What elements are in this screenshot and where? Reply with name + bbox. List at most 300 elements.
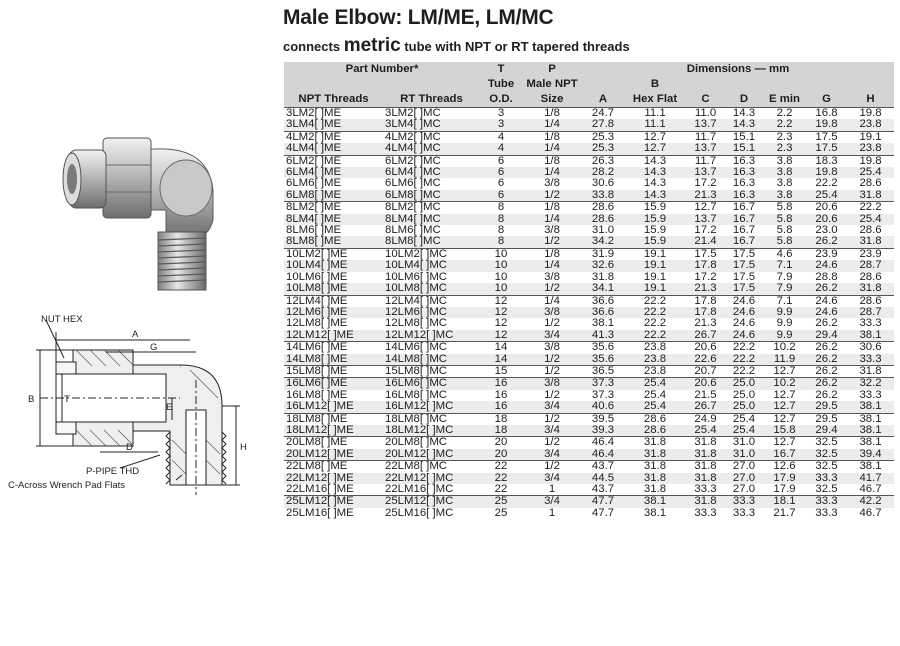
cell-dim-c: 21.4 [686, 236, 725, 248]
cell-npt-part: 12LM8[ ]ME [286, 318, 348, 330]
cell-npt-size: 1/2 [522, 190, 582, 202]
table-row [284, 496, 894, 508]
cell-dim-a: 43.7 [582, 461, 624, 473]
cell-rt-part: 6LM8[ ]MC [383, 190, 480, 202]
cell-dim-a: 36.6 [582, 295, 624, 307]
cell-dim-b: 31.8 [624, 437, 686, 449]
table-row [284, 425, 894, 437]
cell-npt-part: 16LM8[ ]ME [286, 389, 348, 401]
cell-dim-d: 16.3 [725, 167, 763, 178]
cell-dim-e: 12.7 [763, 413, 806, 425]
cell-dim-a: 25.3 [582, 131, 624, 143]
cell-dim-g: 29.5 [806, 413, 847, 425]
cell-dim-d: 25.0 [732, 389, 756, 401]
cell-dim-c: 11.7 [686, 155, 725, 167]
cell-rt-part: 20LM12[ ]MC [383, 449, 480, 461]
cell-dim-e: 10.2 [763, 378, 806, 390]
dimensions-table [284, 62, 894, 519]
cell-npt-size: 1/4 [522, 143, 582, 155]
cell-dim-c: 33.3 [694, 484, 717, 495]
table-row [284, 295, 894, 307]
cell-npt-part: 20LM12[ ]ME [284, 449, 383, 461]
subtitle-emphasis: metric [343, 35, 401, 56]
cell-dim-g: 26.2 [815, 318, 838, 330]
cell-dim-c: 31.8 [686, 461, 725, 473]
cell-rt-part: 8LM8[ ]MC [383, 236, 480, 248]
cell-tube-od: 25 [494, 507, 508, 519]
cell-dim-h: 23.8 [847, 143, 894, 155]
cell-rt-part: 8LM4[ ]MC [383, 214, 480, 225]
cell-npt-size: 1/2 [544, 389, 560, 401]
cell-npt-size: 1/2 [522, 283, 582, 295]
cell-rt-part: 16LM12[ ]MC [383, 401, 480, 413]
cell-dim-a: 35.6 [582, 342, 624, 354]
cell-dim-d: 17.5 [732, 271, 756, 283]
cell-dim-g: 26.2 [806, 365, 847, 377]
pipe-thread-label: P-PIPE THD [86, 466, 140, 477]
cell-dim-c: 12.7 [686, 202, 725, 214]
cell-dim-d: 22.2 [725, 342, 763, 354]
cell-dim-e: 3.8 [763, 190, 806, 202]
cell-tube-od: 18 [480, 425, 522, 437]
cell-dim-b: 25.4 [624, 401, 686, 413]
cell-dim-e: 12.7 [763, 401, 806, 413]
table-row [284, 283, 894, 295]
cell-tube-od: 25 [480, 496, 522, 508]
cell-tube-od: 22 [480, 461, 522, 473]
cell-dim-e: 15.8 [763, 425, 806, 437]
cell-tube-od: 10 [480, 248, 522, 260]
cell-rt-part: 10LM8[ ]MC [383, 283, 480, 295]
cell-dim-d: 33.3 [732, 507, 756, 519]
cell-dim-e: 5.8 [763, 236, 806, 248]
header-p-top: P [522, 62, 582, 77]
cell-dim-h: 38.1 [847, 425, 894, 437]
cell-dim-e: 3.8 [763, 167, 806, 178]
elbow-fitting-photo [48, 110, 238, 300]
table-row [284, 484, 894, 496]
dim-g-label: G [150, 342, 158, 353]
cell-dim-h: 41.7 [847, 473, 894, 484]
cell-npt-size: 3/4 [522, 330, 582, 342]
cell-dim-g: 33.3 [806, 473, 847, 484]
cell-rt-part: 10LM2[ ]MC [383, 248, 480, 260]
cell-rt-part: 3LM4[ ]MC [383, 119, 480, 131]
cell-dim-a: 26.3 [582, 155, 624, 167]
header-dimensions: Dimensions — mm [582, 62, 894, 77]
cell-dim-e: 18.1 [763, 496, 806, 508]
cell-dim-d: 17.5 [725, 283, 763, 295]
dim-d-label: D [126, 442, 133, 453]
nut-hex-label: NUT HEX [41, 314, 83, 325]
cell-dim-b: 38.1 [624, 496, 686, 508]
cell-dim-e: 7.1 [763, 260, 806, 271]
cell-dim-g: 18.3 [806, 155, 847, 167]
cell-dim-d: 14.3 [732, 107, 756, 119]
cell-dim-a: 31.0 [591, 225, 615, 237]
cell-dim-d: 25.0 [725, 401, 763, 413]
cell-dim-e: 10.2 [763, 342, 806, 354]
cell-tube-od: 14 [480, 342, 522, 354]
cell-tube-od: 12 [480, 307, 522, 318]
cell-rt-part: 15LM8[ ]MC [383, 365, 480, 377]
cell-npt-part: 18LM8[ ]ME [284, 413, 383, 425]
cell-dim-h: 19.1 [847, 131, 894, 143]
cell-tube-od: 16 [480, 378, 522, 390]
cell-tube-od: 22 [494, 484, 508, 495]
table-row [284, 248, 894, 260]
cell-dim-g: 22.2 [815, 178, 838, 190]
wrench-pad-label: C-Across Wrench Pad Flats [8, 480, 126, 491]
cell-dim-a: 36.5 [582, 365, 624, 377]
cell-dim-e: 12.6 [763, 461, 806, 473]
cell-dim-d: 15.1 [725, 131, 763, 143]
cell-dim-c: 21.3 [694, 318, 717, 330]
cell-dim-c: 13.7 [686, 119, 725, 131]
cell-dim-d: 24.6 [725, 295, 763, 307]
cell-npt-part: 8LM6[ ]ME [286, 225, 342, 237]
cell-dim-c: 24.9 [686, 413, 725, 425]
table-row [284, 401, 894, 413]
cell-dim-g: 28.8 [815, 271, 838, 283]
cell-rt-part: 12LM4[ ]MC [383, 295, 480, 307]
cell-dim-d: 16.7 [725, 202, 763, 214]
header-g: G [806, 92, 847, 108]
cell-dim-c: 31.8 [686, 473, 725, 484]
cell-dim-g: 32.5 [806, 461, 847, 473]
cell-dim-h: 42.2 [847, 496, 894, 508]
cell-dim-d: 14.3 [725, 119, 763, 131]
cell-dim-h: 38.1 [847, 401, 894, 413]
cell-dim-c: 13.7 [686, 143, 725, 155]
cell-dim-d: 22.2 [725, 365, 763, 377]
cell-dim-g: 26.2 [806, 354, 847, 366]
table-row [284, 449, 894, 461]
cell-dim-b: 22.2 [624, 307, 686, 318]
cell-dim-d: 16.7 [725, 236, 763, 248]
table-row [284, 330, 894, 342]
cell-dim-b: 22.2 [643, 318, 667, 330]
cell-dim-c: 17.2 [694, 225, 717, 237]
cell-dim-c: 11.0 [694, 107, 717, 119]
table-row [284, 178, 894, 189]
cell-dim-g: 29.4 [806, 425, 847, 437]
dim-t-label: T [64, 394, 70, 405]
cell-dim-h: 19.8 [859, 107, 882, 119]
cell-dim-d: 24.6 [732, 318, 756, 330]
cell-dim-a: 33.8 [582, 190, 624, 202]
cell-dim-h: 22.2 [847, 202, 894, 214]
cell-dim-e: 7.9 [763, 283, 806, 295]
cell-dim-b: 23.8 [624, 342, 686, 354]
table-row [284, 473, 894, 484]
cell-dim-h: 31.8 [847, 365, 894, 377]
cell-rt-part: 22LM12[ ]MC [383, 473, 480, 484]
cell-dim-b: 11.1 [644, 107, 666, 119]
cell-dim-g: 32.5 [806, 449, 847, 461]
cell-dim-h: 31.8 [847, 190, 894, 202]
cell-rt-part: 6LM2[ ]MC [383, 155, 480, 167]
cell-npt-part: 12LM6[ ]ME [284, 307, 383, 318]
cell-dim-e: 9.9 [763, 330, 806, 342]
cell-dim-e: 5.8 [763, 202, 806, 214]
cell-dim-h: 33.3 [847, 354, 894, 366]
table-row [284, 378, 894, 390]
table-row [284, 167, 894, 178]
cell-dim-b: 14.3 [624, 155, 686, 167]
cell-dim-a: 28.6 [582, 202, 624, 214]
cell-dim-h: 30.6 [847, 342, 894, 354]
cell-dim-e: 3.8 [763, 155, 806, 167]
cell-dim-c: 31.8 [686, 437, 725, 449]
cell-rt-part: 8LM2[ ]MC [383, 202, 480, 214]
cell-dim-a: 35.6 [582, 354, 624, 366]
cell-npt-part: 14LM6[ ]ME [284, 342, 383, 354]
subtitle [283, 35, 630, 57]
cell-tube-od: 8 [480, 202, 522, 214]
cell-npt-part: 6LM6[ ]ME [286, 178, 342, 190]
cell-npt-size: 3/8 [544, 178, 560, 190]
cell-dim-b: 19.1 [624, 248, 686, 260]
cell-npt-part: 12LM12[ ]ME [284, 330, 383, 342]
cell-dim-h: 28.7 [847, 307, 894, 318]
cell-npt-part: 15LM8[ ]ME [284, 365, 383, 377]
cell-dim-h: 23.8 [847, 119, 894, 131]
cell-dim-h: 32.2 [847, 378, 894, 390]
cell-dim-a: 31.8 [591, 271, 615, 283]
cell-dim-d: 16.3 [725, 155, 763, 167]
cell-npt-size: 1/4 [522, 260, 582, 271]
cell-dim-e: 17.9 [773, 484, 796, 495]
cell-npt-size: 3/4 [522, 473, 582, 484]
cell-dim-c: 17.5 [686, 248, 725, 260]
cell-dim-b: 19.1 [624, 260, 686, 271]
cell-rt-part: 10LM4[ ]MC [383, 260, 480, 271]
cell-npt-part: 22LM12[ ]ME [284, 473, 383, 484]
cell-tube-od: 4 [480, 143, 522, 155]
cell-dim-b: 19.1 [643, 271, 667, 283]
cell-dim-b: 31.8 [643, 484, 667, 495]
header-e-min: E min [763, 92, 806, 108]
cell-dim-g: 26.2 [815, 389, 838, 401]
cell-dim-c: 33.3 [694, 507, 717, 519]
cell-npt-size: 3/8 [522, 378, 582, 390]
cell-tube-od: 3 [480, 119, 522, 131]
cell-tube-od: 12 [480, 330, 522, 342]
cell-dim-g: 33.3 [815, 507, 838, 519]
cell-rt-part: 25LM12[ ]MC [383, 496, 480, 508]
header-t-bot: O.D. [480, 92, 522, 108]
cell-dim-e: 2.3 [763, 131, 806, 143]
cell-npt-part: 12LM4[ ]ME [284, 295, 383, 307]
cell-npt-size: 1/2 [522, 354, 582, 366]
cell-dim-h: 33.3 [859, 389, 882, 401]
cell-dim-g: 17.5 [806, 143, 847, 155]
cell-tube-od: 10 [494, 271, 508, 283]
cell-dim-b: 19.1 [624, 283, 686, 295]
cell-dim-g: 32.5 [815, 484, 838, 495]
cell-dim-e: 12.7 [763, 437, 806, 449]
cell-rt-part: 16LM8[ ]MC [385, 389, 448, 401]
cell-tube-od: 6 [497, 178, 505, 190]
cell-dim-g: 26.2 [806, 342, 847, 354]
cell-npt-part: 10LM2[ ]ME [284, 248, 383, 260]
cell-dim-a: 30.6 [591, 178, 615, 190]
cell-tube-od: 8 [480, 214, 522, 225]
table-row [284, 260, 894, 271]
cell-dim-c: 17.2 [694, 271, 717, 283]
cell-dim-d: 33.3 [725, 496, 763, 508]
cell-npt-size: 1/8 [522, 202, 582, 214]
cell-rt-part: 12LM8[ ]MC [385, 318, 448, 330]
header-rt-threads: RT Threads [383, 92, 480, 108]
cell-dim-h: 46.7 [859, 507, 882, 519]
cell-npt-part: 14LM8[ ]ME [284, 354, 383, 366]
dim-b-label: B [28, 394, 35, 405]
cell-dim-b: 15.9 [624, 236, 686, 248]
cell-tube-od: 12 [480, 295, 522, 307]
cell-dim-a: 36.6 [582, 307, 624, 318]
cell-rt-part: 12LM6[ ]MC [383, 307, 480, 318]
cell-npt-size: 1/8 [522, 131, 582, 143]
cell-dim-a: 43.7 [591, 484, 615, 495]
cell-dim-d: 16.7 [732, 225, 756, 237]
cell-dim-d: 25.0 [725, 378, 763, 390]
cell-dim-a: 39.3 [582, 425, 624, 437]
cell-dim-a: 39.5 [582, 413, 624, 425]
cell-dim-c: 22.6 [686, 354, 725, 366]
cell-npt-part: 4LM4[ ]ME [284, 143, 383, 155]
table-row [284, 508, 894, 519]
cell-dim-h: 28.6 [859, 225, 882, 237]
cell-dim-g: 20.6 [806, 202, 847, 214]
cell-npt-size: 3/8 [544, 225, 560, 237]
cell-dim-g: 25.4 [806, 190, 847, 202]
cell-dim-h: 39.4 [847, 449, 894, 461]
cell-npt-size: 3/8 [522, 342, 582, 354]
cell-dim-a: 31.9 [582, 248, 624, 260]
cell-dim-a: 28.2 [582, 167, 624, 178]
header-c: C [686, 92, 725, 108]
cell-dim-a: 38.1 [591, 318, 615, 330]
cell-tube-od: 16 [494, 389, 508, 401]
cell-rt-part: 6LM4[ ]MC [383, 167, 480, 178]
cell-dim-a: 37.3 [582, 378, 624, 390]
cell-dim-e: 4.6 [763, 248, 806, 260]
cell-dim-b: 22.2 [624, 330, 686, 342]
cell-dim-b: 28.6 [624, 413, 686, 425]
cell-rt-part: 4LM2[ ]MC [383, 131, 480, 143]
header-part-number: Part Number* [284, 62, 480, 77]
cell-dim-h: 31.8 [847, 283, 894, 295]
cell-npt-part: 3LM2[ ]ME [286, 107, 342, 119]
subtitle-pre: connects [283, 39, 344, 54]
cell-npt-size: 1/8 [522, 155, 582, 167]
cell-dim-c: 17.8 [686, 307, 725, 318]
table-row [284, 225, 894, 236]
cell-dim-g: 23.0 [815, 225, 838, 237]
cell-dim-b: 14.3 [624, 190, 686, 202]
cell-dim-g: 26.2 [806, 236, 847, 248]
cell-dim-g: 26.2 [806, 283, 847, 295]
table-row [284, 437, 894, 449]
header-npt-threads: NPT Threads [284, 92, 383, 108]
cell-dim-e: 11.9 [763, 354, 806, 366]
cell-dim-g: 26.2 [806, 378, 847, 390]
cell-tube-od: 14 [480, 354, 522, 366]
cell-dim-a: 28.6 [582, 214, 624, 225]
cell-dim-h: 33.3 [859, 318, 882, 330]
table-row [284, 365, 894, 377]
cell-dim-c: 17.2 [694, 178, 717, 190]
cell-npt-size: 1/2 [522, 365, 582, 377]
header-h: H [847, 92, 894, 108]
cell-dim-b: 28.6 [624, 425, 686, 437]
cell-npt-size: 1 [548, 507, 556, 519]
cell-rt-part: 18LM8[ ]MC [383, 413, 480, 425]
cell-npt-part: 10LM8[ ]ME [284, 283, 383, 295]
cell-tube-od: 20 [480, 437, 522, 449]
cell-npt-part: 6LM4[ ]ME [284, 167, 383, 178]
cell-dim-a: 25.3 [582, 143, 624, 155]
cell-dim-h: 46.7 [859, 484, 882, 495]
cell-rt-part: 14LM8[ ]MC [383, 354, 480, 366]
cell-rt-part: 20LM8[ ]MC [383, 437, 480, 449]
cell-dim-d: 17.5 [725, 248, 763, 260]
cell-dim-e: 2.2 [776, 107, 793, 119]
cell-dim-c: 11.7 [686, 131, 725, 143]
cell-dim-c: 20.6 [686, 342, 725, 354]
subtitle-post: tube with NPT or RT tapered threads [400, 39, 630, 54]
cell-dim-h: 28.7 [847, 260, 894, 271]
cell-dim-g: 24.6 [806, 295, 847, 307]
cell-rt-part: 8LM6[ ]MC [385, 225, 441, 237]
cell-npt-size: 3/8 [522, 307, 582, 318]
header-d: D [725, 92, 763, 108]
cell-dim-g: 23.9 [806, 248, 847, 260]
cell-tube-od: 6 [480, 190, 522, 202]
cell-dim-a: 46.4 [582, 449, 624, 461]
dim-h-label: H [240, 442, 247, 453]
cell-npt-size: 1/2 [522, 461, 582, 473]
cell-dim-b: 23.8 [624, 354, 686, 366]
cell-dim-d: 24.6 [725, 330, 763, 342]
cell-dim-d: 17.5 [725, 260, 763, 271]
cell-dim-b: 15.9 [624, 214, 686, 225]
cell-rt-part: 12LM12[ ]MC [383, 330, 480, 342]
cell-npt-part: 20LM8[ ]ME [284, 437, 383, 449]
cell-dim-d: 16.7 [725, 214, 763, 225]
cell-dim-h: 25.4 [847, 214, 894, 225]
cell-dim-g: 33.3 [806, 496, 847, 508]
cell-tube-od: 22 [480, 473, 522, 484]
cell-npt-size: 1/8 [522, 248, 582, 260]
cell-rt-part: 14LM6[ ]MC [383, 342, 480, 354]
table-row [284, 119, 894, 131]
cell-dim-c: 25.4 [686, 425, 725, 437]
cell-dim-e: 3.8 [776, 178, 793, 190]
cell-tube-od: 20 [480, 449, 522, 461]
cell-tube-od: 16 [480, 401, 522, 413]
cell-npt-size: 1/2 [522, 236, 582, 248]
cell-dim-b: 22.2 [624, 295, 686, 307]
cell-dim-a: 41.3 [582, 330, 624, 342]
cell-dim-b: 14.3 [624, 167, 686, 178]
cell-rt-part: 6LM6[ ]MC [385, 178, 441, 190]
cell-rt-part: 22LM8[ ]MC [383, 461, 480, 473]
header-b-bot: Hex Flat [624, 92, 686, 108]
cell-dim-c: 26.7 [686, 330, 725, 342]
